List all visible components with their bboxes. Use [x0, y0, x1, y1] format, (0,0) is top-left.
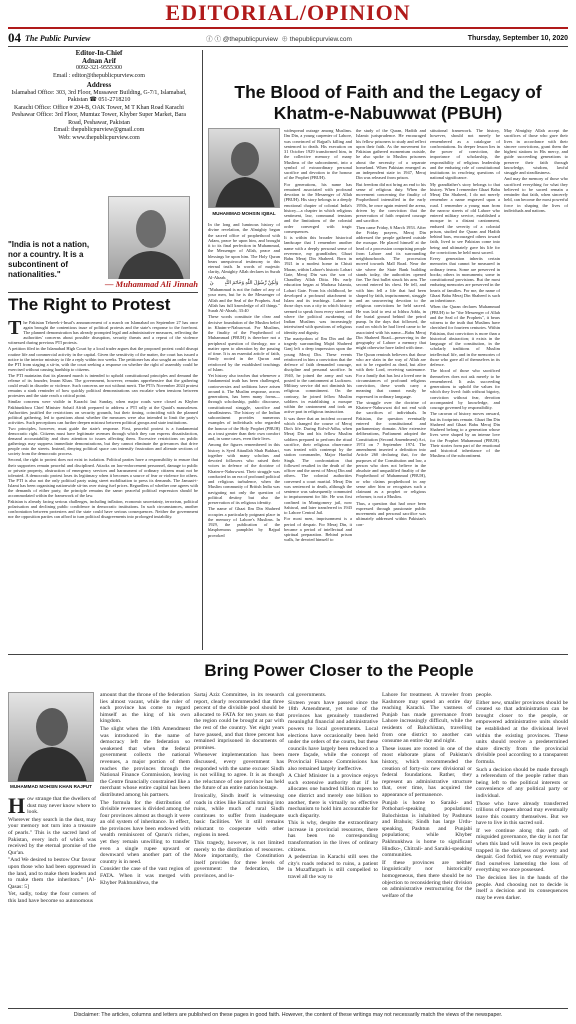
- divider: [8, 46, 568, 47]
- power-paragraph: Those who have already transferred trillions of rupees abroad may eventually leave this country themselves. But we have to live in this sacred soil.: [476, 800, 568, 827]
- social-links[interactable]: [206, 34, 352, 43]
- power-paragraph: This tragedy, however, is not limited merely to the distribution of resources. More importantly, the Constitution itself provides for three levels of government: the federation, the provinces, and lo-: [194, 840, 284, 880]
- protest-paragraph: Two principles, however, must guide the state's response. First, peaceful protest is a fundamental democratic right. Citizens must have legitimate avenues through which they can express dissatisfaction, demand accountability and draw attention to issues affecting them. Excessive restrictions on public gatherings may suppress immediate demonstrations, but they cannot eliminate the grievances that drive people onto the streets. Instead, denying political space can intensify frustration and alienate sections of society from the democratic process.: [8, 425, 198, 457]
- faith-paragraph: The martyrdom of Ilm Din and the tragedy surrounding Majid Shaheed Ganj left a deep impression upon the young Meraj Din. These events reinforced in him a conviction that the defence of faith demanded courage, discipline and personal sacrifice. In 1940, he joined the army and was posted to the cantonment at Lucknow. Military service did not diminish his religious commitment. On the contrary, he joined fellow Muslim soldiers in establishing a mosque within the cantonment and took an active part in religious instruction.: [284, 335, 352, 415]
- publication-name: The Public Purview: [25, 33, 91, 43]
- quote-author: — Muhammad Ali Jinnah: [105, 279, 198, 289]
- author-photo-rajput: [8, 692, 94, 782]
- quran-verse: وَلٰكِنْ رَّسُوْلَ اللّٰهِ وَخَاتَمَ النَّبِيّٖنَ: [209, 280, 279, 286]
- power-paragraph: "And We desired to bestow Our favour upon those who had been oppressed in the land, and to make them leaders and to make them the inheritors." [Al-Qasas: 5]: [8, 857, 96, 890]
- power-paragraph: Punjab is home to Saraiki- and Pothohari-speaking populations; Balochistan is inhabited by Pashtuns and Brahuis; Sindh has large Urdu-speaking, Pashtun and Punjabi populations; while Khyber Pakhtunkhwa is home to significant Hindko-, Chitrali- and Saraiki-speaking communities.: [382, 799, 472, 859]
- faith-column-1: [208, 222, 280, 650]
- faith-paragraph: Among the figures remembered in this history is Syed Attaullah Shah Bukhari, together with many scholars and devoted followers who raised their voices in defence of the doctrine of Khatm-e-Nabuwwat. Their struggle was conducted in an era of profound political and religious turbulence, when the Muslim community of British India was navigating not only the question of political destiny but also the preservation of its religious identity.: [208, 442, 280, 505]
- facebook-icon: ⓕ: [206, 35, 213, 43]
- power-headline: Bring Power Closer to the People: [204, 661, 474, 680]
- protest-paragraph: A petition filed in the Islamabad High Court by a local trader argues that the proposed protest could disrupt routine life and commercial activity in the capital. Given the sensitivity of the matter, the court has issued a notice to the interior ministry to file a reply within two weeks. The petitioner has also sought an order to bar the PTI from staging a sit-in, with the court seeking a response on whether the right of assembly could be exercised without causing hardship to citizens.: [8, 346, 198, 372]
- quote-attribution-box: [8, 279, 198, 289]
- faith-paragraph: My grandfather's story belongs to that history. When I remember Ghazi Babu Meraj Din Shaheed, I do not merely remember a name engraved upon a road. I remember a young man from the narrow streets of old Lahore who entered military service, established a mosque in a distant cantonment, endured the severity of a colonial prison, studied the Quran and Hadith behind bars, encouraged others toward faith, lived to see Pakistan come into being and ultimately gave his life for the convictions he held most sacred.: [430, 181, 500, 255]
- protest-paragraph: Second, the right to protest does not exist in isolation. Political parties have a responsibility to ensure that their supporters remain peaceful and disciplined. Attacks on law-enforcement personnel, damage to public or private property, obstruction of emergency services and harassment of ordinary citizens must not be tolerated. A democratic protest loses its legitimacy when it becomes a source of fear or violence for others. The PTI is also not the only political party using street mobilisation to press its demands. The Jamaat-i-Islami has been organising nationwide sit-ins over rising fuel prices. Regardless of whether one agrees with the demands of either party, the principle remains the same: peaceful political expression should be accommodated within the framework of the law.: [8, 457, 198, 499]
- power-paragraph: Such a decision should be made through a referendum of the people rather than being left to the political interests or convenience of any political party or individual.: [476, 766, 568, 799]
- faith-paragraph: The blood of those who sacrificed themselves does not ask merely to be remembered. It asks succeeding generations to uphold the values for which they lived: faith without bigotry, conviction without fear, devotion accompanied by knowledge, and courage governed by responsibility.: [430, 368, 500, 410]
- faith-paragraph: May Almighty Allah accept the sacrifices of those who gave their lives in accordance with their sincere convictions, grant them the highest stations in His mercy, and guide succeeding generations to preserve their faith through knowledge, wisdom, lawful struggle and steadfastness.: [504, 128, 568, 175]
- faith-paragraph: Every generation inherits certain memories that cannot be measured in ordinary terms. Some are preserved in books; others in monuments; some in constitutional provisions. But the most enduring memories are preserved in the hearts of families. For me, the name of Ghazi Babu Meraj Din Shaheed is such an inheritance.: [430, 256, 500, 303]
- faith-paragraph: But freedom did not bring an end to his sense of religious duty. When the movement concerning the finality of Prophethood intensified in the early 1950s, he once again entered the arena, driven by the conviction that the preservation of faith required courage and sacrifice.: [356, 181, 426, 224]
- karachi-address: Karachi Office: Office # 204-B, OAK Tower, M T Khan Road Karachi: [14, 104, 184, 111]
- faith-column-4: [430, 128, 500, 650]
- power-paragraph: The slight when the 18th Amendment was introduced in the name of democracy left the federation so weakened that when the federal government collects the national revenues, a major portion of them reaches the provinces through the National Finance Commission, leaving the Centre financially constrained like a merchant whose entire capital has been distributed among his partners.: [100, 725, 190, 798]
- power-paragraph: The decision lies in the hands of the people. And choosing not to decide is itself a decision and its consequences may be even darker.: [476, 875, 568, 901]
- column-divider: [202, 50, 203, 650]
- divider: [8, 292, 198, 293]
- jinnah-portrait: [108, 196, 190, 284]
- author-photo-iqbal: [208, 128, 280, 208]
- social-handle[interactable]: @thepublicpurview: [222, 35, 278, 43]
- faith-paragraph: Yet history also teaches that whenever a fundamental truth has been challenged, controversies and seditions have arisen around it. The Muslim response, across generations, has been many forms—through scholarship, public discourse, constitutional struggle, sacrifice and steadfastness. The history of the Indian subcontinent provides numerous examples of individuals who regarded the honour of the Holy Prophet (PBUH) as a trust greater than their own comfort and, in some cases, even their lives.: [208, 373, 280, 441]
- power-paragraph: A pedestrian in Karachi still sees the city's roads reduced to ruins, a patient in Muzaffargarh is still compelled to travel all the way to: [288, 854, 378, 881]
- protest-headline: The Right to Protest: [8, 295, 171, 314]
- protest-paragraph: The PTI maintains that its planned march is intended to uphold constitutional principles and demand the release of its founder, Imran Khan. The government, however, remains apprehensive that the gathering could result in disorder or violence. Such concerns are not without merit. The PTI's November 2024 protest remains a stark reminder of how quickly political demonstrations can escalate when tensions between protesters and the state reach a critical point.: [8, 372, 198, 399]
- portrait-silhouette-icon: [109, 197, 190, 284]
- power-paragraph: This is why, despite the extraordinary increase in provincial resources, there has been no corresponding transformation in the lives of ordinary citizens.: [288, 820, 378, 853]
- contact-email[interactable]: Email: thepublicpurview@gmail.com: [53, 127, 145, 133]
- section-header: [0, 0, 576, 26]
- islamabad-address: Islamabad Office: 303, 3rd Floor, Mussawer Building, G-7/1, Islamabad, Pakistan ☎ 051-2718210: [11, 89, 187, 103]
- power-paragraph: people.: [476, 692, 493, 698]
- faith-paragraph: The caravan of history moves onward, but its footprints remain. Ghazi Ilm Din Shaheed and Ghazi Babu Meraj Din Shaheed belong to a generation whose lives were shaped by an intense love for the Prophet Muhammad (PBUH). Their stories form part of the emotional and historical inheritance of the Muslims of the subcontinent.: [430, 411, 500, 459]
- faith-column-2: [284, 128, 352, 650]
- power-paragraph: A Chief Minister in a province enjoys such extensive authority that if he allocates one hundred billion rupees to one district and merely one billion to another, there is virtually no effective mechanism to hold him accountable for such disparity.: [288, 773, 378, 819]
- faith-paragraph: When the Quran declares Muhammad (PBUH) to be "the Messenger of Allah and the Seal of the Prophets", it bears witness to the truth that Muslims have cherished for fourteen centuries. Within Pakistan, that conviction is more than a historical abstraction; it exists in the language of the constitution, in the scholarly traditions of Muslim intellectual life, and in the memories of those who gave all of themselves in its defence.: [430, 304, 500, 367]
- faith-paragraph: "Muhammad is not the father of any of your men, but he is the Messenger of Allah and the Seal of the Prophets. And Allah has full knowledge of all things." Surah Al-Ahzab, 33:40: [208, 287, 280, 313]
- author-caption-rajput: MUHAMMAD MOHSIN KHAN RAJPUT: [10, 784, 92, 789]
- power-paragraph: If we continue along this path of misguided governance, the day is not far when this land will leave its own people trapped in the darkness of poverty and despair. God forbid, we may eventually find ourselves lamenting the loss of everything we once possessed.: [476, 827, 568, 874]
- author-silhouette-icon: [209, 129, 280, 208]
- faith-paragraph: And may the memory of those who sacrificed everything for what they believed to be sacred remain a reminder that faith, when sincerely held, can become the most powerful force in shaping the lives of individuals and nations.: [504, 176, 568, 213]
- power-column-6: [476, 692, 568, 1004]
- editorial-board: [8, 50, 190, 142]
- faith-paragraph: For most men, imprisonment is a period of despair. For Meraj Din, it became a period of intellectual and spiritual preparation. Behind prison walls, he devoted himself to: [284, 516, 352, 543]
- folio-bar: [8, 31, 568, 45]
- website-link[interactable]: thepublicpurview.com: [289, 35, 352, 43]
- faith-paragraph: The struggle over the doctrine of Khatm-e-Nabuwwat did not end with the sacrifices of individuals. In Pakistan, the question eventually entered the constitutional and parliamentary domain. After extensive deliberations, Parliament adopted the Constitution (Second Amendment) Act, 1974 on 7 September 1974. The amendment inserted a definition into Article 260 declaring that, for the purposes of the Constitution and law, a person who does not believe in the absolute and unqualified finality of the Prophethood of Muhammad (PBUH), or who claims prophethood in any sense after him or recognises such a claimant as a prophet or religious reformer, is not a Muslim.: [356, 399, 426, 500]
- power-paragraph: Sixteen years have passed since the 18th Amendment, yet none of the provinces has genuinely transferred meaningful financial and administrative powers to local governments. Local elections have occasionally been held under the orders of the courts, but these councils have largely been reduced to a mere façade, while the concept of Provincial Finance Commissions has also remained largely ineffective.: [288, 699, 378, 772]
- faith-paragraph: For generations, his name has remained associated with profound devotion to the Messenger of Allah (PBUH). His story belongs to a deeply emotional chapter of colonial India's history—a chapter in which religious sentiment, law, communal tensions and the limitations of the colonial order converged with tragic consequences.: [284, 181, 352, 234]
- faith-headline: The Blood of Faith and the Legacy of Khatm-e-Nabuwwat (PBUH): [234, 82, 542, 123]
- editor-name: Adnan Arif: [81, 56, 117, 65]
- editor-phone: 0092-321-9555300: [76, 65, 122, 71]
- power-column-5: [382, 692, 472, 1004]
- editor-label: Editor-In-Chief: [75, 49, 123, 57]
- faith-paragraph: These words constitute the clear and decisive foundation of the Muslim belief in Khatm-e-Nabuwwat. For Muslims, the finality of the Prophethood of Muhammad (PBUH) is therefore not a peripheral question of theology, nor a matter open to alteration by the passing of time. It is an essential article of faith, firmly rooted in the Quran and reinforced by the established teachings of Islam.: [208, 314, 280, 372]
- dropcap: H: [8, 796, 26, 818]
- faith-paragraph: It is within this broader historical landscape that I remember another name with a deeply personal sense of reverence, my grandfather, Ghazi Babu Meraj Din Shaheed. Born in 1921 in a modest home in Chiuti Maran, within Lahore's historic Lohari Gate, Meraj Din was the son of Chaudhry Allah Ditta. His early education began at Madrasa Islamia, Lohari Gate. From his childhood, he developed a profound attachment to Islam and its teachings. Lahore in those days was a city in which history seemed to speak from every street and where the political awakening of Indian Muslims was increasingly intertwined with questions of religious identity and dignity.: [284, 235, 352, 335]
- author-silhouette-icon: [9, 693, 94, 782]
- power-column-1: [8, 796, 96, 1004]
- power-paragraph: Whenever implementation has been discussed, every government has responded with the same excuse: Sindh is not willing to agree. It is as though the reluctance of one province has held the future of an entire nation hostage.: [194, 752, 284, 792]
- issue-date: Thursday, September 10, 2020: [467, 34, 568, 42]
- address-label: Address: [86, 81, 112, 89]
- peshawar-address: Peshawar Office: 3rd Floor, Mumtaz Tower, Khyber Super Market, Bara Road, Peshawar, Pakistan: [11, 112, 187, 126]
- faith-paragraph: Then came Friday, 6 March 1953. After the Friday prayers, Meraj Din addressed the people gathered outside the mosque. He placed himself at the head of a procession comprising people from Lahore and its surrounding neighbourhoods. The procession moved towards Mall Road. Near the site where the State Bank building stands today, the authorities opened fire. The first bullet struck his arm. The second entered his chest. He fell, and with him fell a life that had been shaped by faith, imprisonment, struggle and an unwavering devotion to the religious convictions he held sacred. He was laid to rest at Ichhra Adda, in the burial ground behind the petrol pump. In the days that followed, the road on which he had lived came to be associated with his name—Babu Meraj Din Shaheed Road—preserving in the geography of Lahore a memory that might otherwise have faded with time.: [356, 224, 426, 351]
- power-column-4: [288, 692, 378, 1004]
- power-paragraph: If these provinces are neither linguistically nor historically homogeneous, then there should be no objection to reconsidering their division on administrative restructuring for the welfare of the: [382, 859, 472, 899]
- faith-paragraph: stitutional framework. The history, however, should not merely be remembered as a catalogue of confrontations. Its deeper lesson lies in the power of conviction, the importance of scholarship, the responsibility of religious leadership and the enduring role of constitutional institutions in resolving questions of national significance.: [430, 128, 500, 181]
- contact-web[interactable]: Web: www.thepublicpurview.com: [58, 134, 140, 141]
- protest-paragraph: The Pakistan Tehreek-i-Insaf's announcement of a march on Islamabad on September 27 has once again brought the contentious issue of political protests and the state's response to the forefront. The planned demonstration has already prompted legal and administrative measures, reflecting the authorities' concerns about possible disruption, security threats and a repeat of the violence witnessed during previous PTI protests.: [8, 320, 198, 346]
- power-column-3: [194, 692, 284, 1004]
- twitter-icon: ⓣ: [214, 35, 221, 43]
- protest-paragraph: Pakistan is already facing serious challenges, including inflation, economic uncertainty, terrorism, political polarisation and declining public confidence in democratic institutions. In such circumstances, another confrontation between protesters and the state could have serious consequences. Neither the government nor the opposition parties can afford to turn political disagreements into prolonged instability.: [8, 499, 198, 520]
- divider: [8, 654, 568, 655]
- power-paragraph: Sartaj Aziz Committee, in its research report, clearly recommended that three percent of the divisible pool should be allocated to FATA for ten years so that the region could be brought at par with the rest of the country. Yet eight years have passed, and that three percent has remained imprisoned in documents of promises.: [194, 692, 284, 751]
- power-paragraph: Consider the case of the vast region of FATA. When it was merged with Khyber Pakhtunkhwa, the: [100, 866, 190, 886]
- power-paragraph: How strange that the dwellers of dust may never know where to look.: [8, 796, 96, 818]
- dropcap: T: [8, 320, 22, 339]
- section-title: EDITORIAL/OPINION: [165, 0, 411, 25]
- quote-box: [8, 196, 198, 286]
- faith-column-5: [504, 128, 568, 650]
- faith-paragraph: It was there that an incident occurred which changed the course of Meraj Din's life. During Eid-ul-Adha, when Meraj Din and his fellow Muslim soldiers prepared to perform the ritual sacrifice, their religious observance was treated with contempt by the station commander, Major Hardial Singh. The confrontation that followed resulted in the death of the officer and the arrest of Meraj Din and others. The colonial authorities convened a court martial. Meraj Din was sentenced to death, although the sentence was subsequently commuted to imprisonment for life. He was first confined in Montgomery jail, now Sahiwal, and later transferred in 1943 to Lahore Central Jail.: [284, 415, 352, 515]
- faith-paragraph: the study of the Quran, Hadith and Islamic jurisprudence. He encouraged his fellow prisoners to study and reflect upon their faith. As the movement for Pakistan gathered momentum outside, he also spoke to Muslim prisoners about the necessity of a separate homeland. When Pakistan emerged as an independent state in 1947, Meraj Din was released from prison.: [356, 128, 426, 181]
- power-paragraph: Wherever they search in the dust, may your memory not turn into a treasure of pearls." This is the sacred land of Pakistan, every inch of which was received by the eternal promise of the Qur'an.: [8, 816, 96, 856]
- quote-text: "India is not a nation, nor a country. It is a subcontinent of nationalities.": [8, 240, 90, 279]
- power-paragraph: cal governments.: [288, 692, 327, 698]
- globe-icon: ⊕: [281, 35, 288, 43]
- protest-article-body: [8, 320, 198, 650]
- editor-email[interactable]: Email : editor@thepublicpurview.com: [53, 72, 145, 79]
- author-caption-iqbal: MUHAMMAD MOHSIN IQBAL: [212, 211, 276, 216]
- power-paragraph: Yet, sadly, today the four corners of this land have become so autonomous: [8, 891, 96, 904]
- power-paragraph: Lahore for treatment. A traveler from Kashmore may spend an entire day reaching Karachi. The vastness of Punjab has made governance from Lahore increasingly difficult, while the residents of Baluchistan, travelling from one district to another can consume an entire day and night.: [382, 692, 472, 745]
- disclaimer-footer: Disclaimer: The articles, columns and letters are published on these pages in good faith. However, the content of these writings may not necessarily match the views of the newspaper.: [8, 1008, 568, 1018]
- power-paragraph: amount that the throne of the federation lies almost vacant, while the ruler of each province has come to regard himself as the king of his own kingdom.: [100, 692, 190, 725]
- page-number: 04: [8, 30, 21, 45]
- header-divider: [8, 27, 568, 29]
- faith-paragraph: widespread outrage among Muslims. Ilm Din, a young carpenter of Lahore, was convinced of Rajpal's killing and sentenced to death. His execution on 31 October 1929 transformed him, in the collective memory of many Muslims of the subcontinent, into a symbol of extraordinary personal sacrifice and devotion to the honour of the Prophet (PBUH).: [284, 128, 352, 181]
- faith-paragraph: The name of Ghazi Ilm Din Shaheed occupies a particularly poignant place in the memory of Lahore's Muslims. In 1929, the publication of the blasphemous pamphlet by Rajpal provoked: [208, 506, 280, 538]
- faith-paragraph: In the long and luminous history of divine revelation, the Almighty began the sacred office of prophethood with Adam, peace be upon him, and brought it to its final perfection in Muhammad, the Messenger of Allah, peace and blessings be upon him. The Holy Quran bears unequivocal testimony to this eternal truth. In words of majestic clarity, Almighty Allah declares in Surah Al-Ahzab.: [208, 222, 280, 280]
- faith-column-3: [356, 128, 426, 650]
- faith-paragraph: Thus, a question that had once been expressed through passionate public movements and personal sacrifice was ultimately addressed within Pakistan's con-: [356, 500, 426, 527]
- power-paragraph: These issues are rooted in one of the most elaborate plans of Pakistan's history, which recommended the creation of forty-six new divisional or federal foundations. Rather, they represent an administrative structure that, over time, has acquired the appearance of permanence.: [382, 745, 472, 798]
- power-paragraph: Either new, smaller provinces should be created so that administration can be brought closer to the people, or empowered administrative units should be established at the divisional level within the existing provinces. These units should receive a predetermined share directly from the provincial divisible pool according to a transparent formula.: [476, 699, 568, 765]
- power-paragraph: Ironically, Sindh itself is witnessing roads in cities like Karachi turning into ruins, while much of rural Sindh continues to suffer from inadequate basic facilities. Yet it still remains reluctant to cooperate with other regions in need.: [194, 792, 284, 839]
- power-paragraph: The formula for the distribution of divisible revenues is divided among the four provinces almost as though it were an old system of inheritance. In effect, the provinces have been endowed with wealth reminiscent of Qarun's riches, yet they remain unwilling to transfer even a single rupee upward or downward when another part of the country is in need.: [100, 799, 190, 865]
- faith-paragraph: The Quran reminds believers that those who are slain in the way of Allah are not to be regarded as dead, but alive with their Lord, receiving sustenance. For a family that has lost a loved one in circumstances of profound religious conviction, these words carry a meaning that cannot easily be expressed in ordinary language.: [356, 351, 426, 399]
- protest-paragraph: Similar concerns were visible in Karachi last Sunday, when major roads were closed as Khyber Pakhtunkhwa Chief Minister Sohail Afridi prepared to address a PTI rally at the Quaid's mausoleum. Authorities justified the restrictions on security grounds, but their timing, coinciding with the planned political gathering, led to questions about whether the measures were also intended to limit the party's activities. Such perceptions can further deepen mistrust between political groups and state institutions.: [8, 399, 198, 425]
- power-column-2: [100, 692, 190, 1004]
